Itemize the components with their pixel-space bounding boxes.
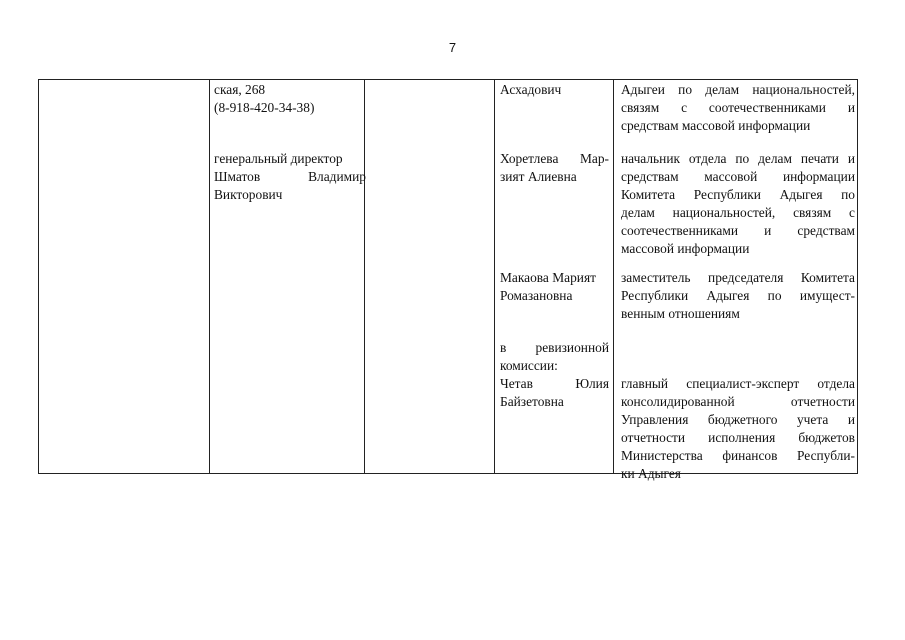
column-divider-1	[209, 80, 210, 473]
column-divider-3	[494, 80, 495, 473]
member-position	[621, 269, 855, 323]
member-name-line: Макаова Марият	[500, 270, 596, 285]
director-title: генеральный директор	[214, 151, 343, 166]
member-name-line: Хоретлева Мар-	[500, 151, 609, 166]
members-table	[38, 79, 858, 481]
member-position-line: Комитета Республики Адыгея по	[621, 187, 855, 202]
address-line: ская, 268	[214, 82, 266, 97]
audit-name-line: Байзетовна	[500, 394, 564, 409]
member-position	[621, 150, 855, 258]
organization-address	[214, 81, 366, 117]
audit-position-line: консолидированной отчетности	[621, 394, 855, 409]
audit-heading-line: в ревизионной	[500, 340, 609, 355]
member-name-line: зият Алиевна	[500, 169, 577, 184]
phone-line: (8-918-420-34-38)	[214, 100, 315, 115]
page-number: 7	[448, 40, 457, 55]
member-position-line: массовой информации	[621, 241, 750, 256]
director-patronymic: Викторович	[214, 187, 283, 202]
audit-position-line: отчетности исполнения бюджетов	[621, 430, 855, 445]
member-name	[500, 81, 609, 99]
organization-director	[214, 150, 366, 204]
member-position-line: средствам массовой информации	[621, 169, 855, 184]
column-divider-2	[364, 80, 365, 473]
member-name	[500, 269, 609, 305]
audit-position-line: ки Адыгея	[621, 466, 681, 481]
column-divider-4	[613, 80, 614, 473]
member-position-line: средствам массовой информации	[621, 118, 811, 133]
member-position-line: делам национальностей, связям с	[621, 205, 855, 220]
member-position-line: соотечественниками и средствам	[621, 223, 855, 238]
member-position	[621, 81, 855, 135]
member-position-line: заместитель председателя Комитета	[621, 270, 855, 285]
audit-position-line: Управления бюджетного учета и	[621, 412, 855, 427]
member-name-line: Асхадович	[500, 82, 562, 97]
member-position-line: Республики Адыгея по имущест-	[621, 288, 855, 303]
audit-member-position	[621, 375, 855, 483]
audit-position-line: главный специалист-эксперт отдела	[621, 376, 855, 391]
audit-member-name	[500, 375, 609, 411]
member-name-line: Ромазановна	[500, 288, 573, 303]
audit-position-line: Министерства финансов Республи-	[621, 448, 855, 463]
audit-commission-heading	[500, 339, 609, 375]
audit-heading-line: комиссии:	[500, 358, 558, 373]
audit-name-line: Четав Юлия	[500, 376, 609, 391]
member-name	[500, 150, 609, 186]
member-position-line: венным отношениям	[621, 306, 740, 321]
member-position-line: связям с соотечественниками и	[621, 100, 855, 115]
director-name: Шматов Владимир	[214, 169, 366, 184]
member-position-line: Адыгеи по делам национальностей,	[621, 82, 855, 97]
member-position-line: начальник отдела по делам печати и	[621, 151, 855, 166]
